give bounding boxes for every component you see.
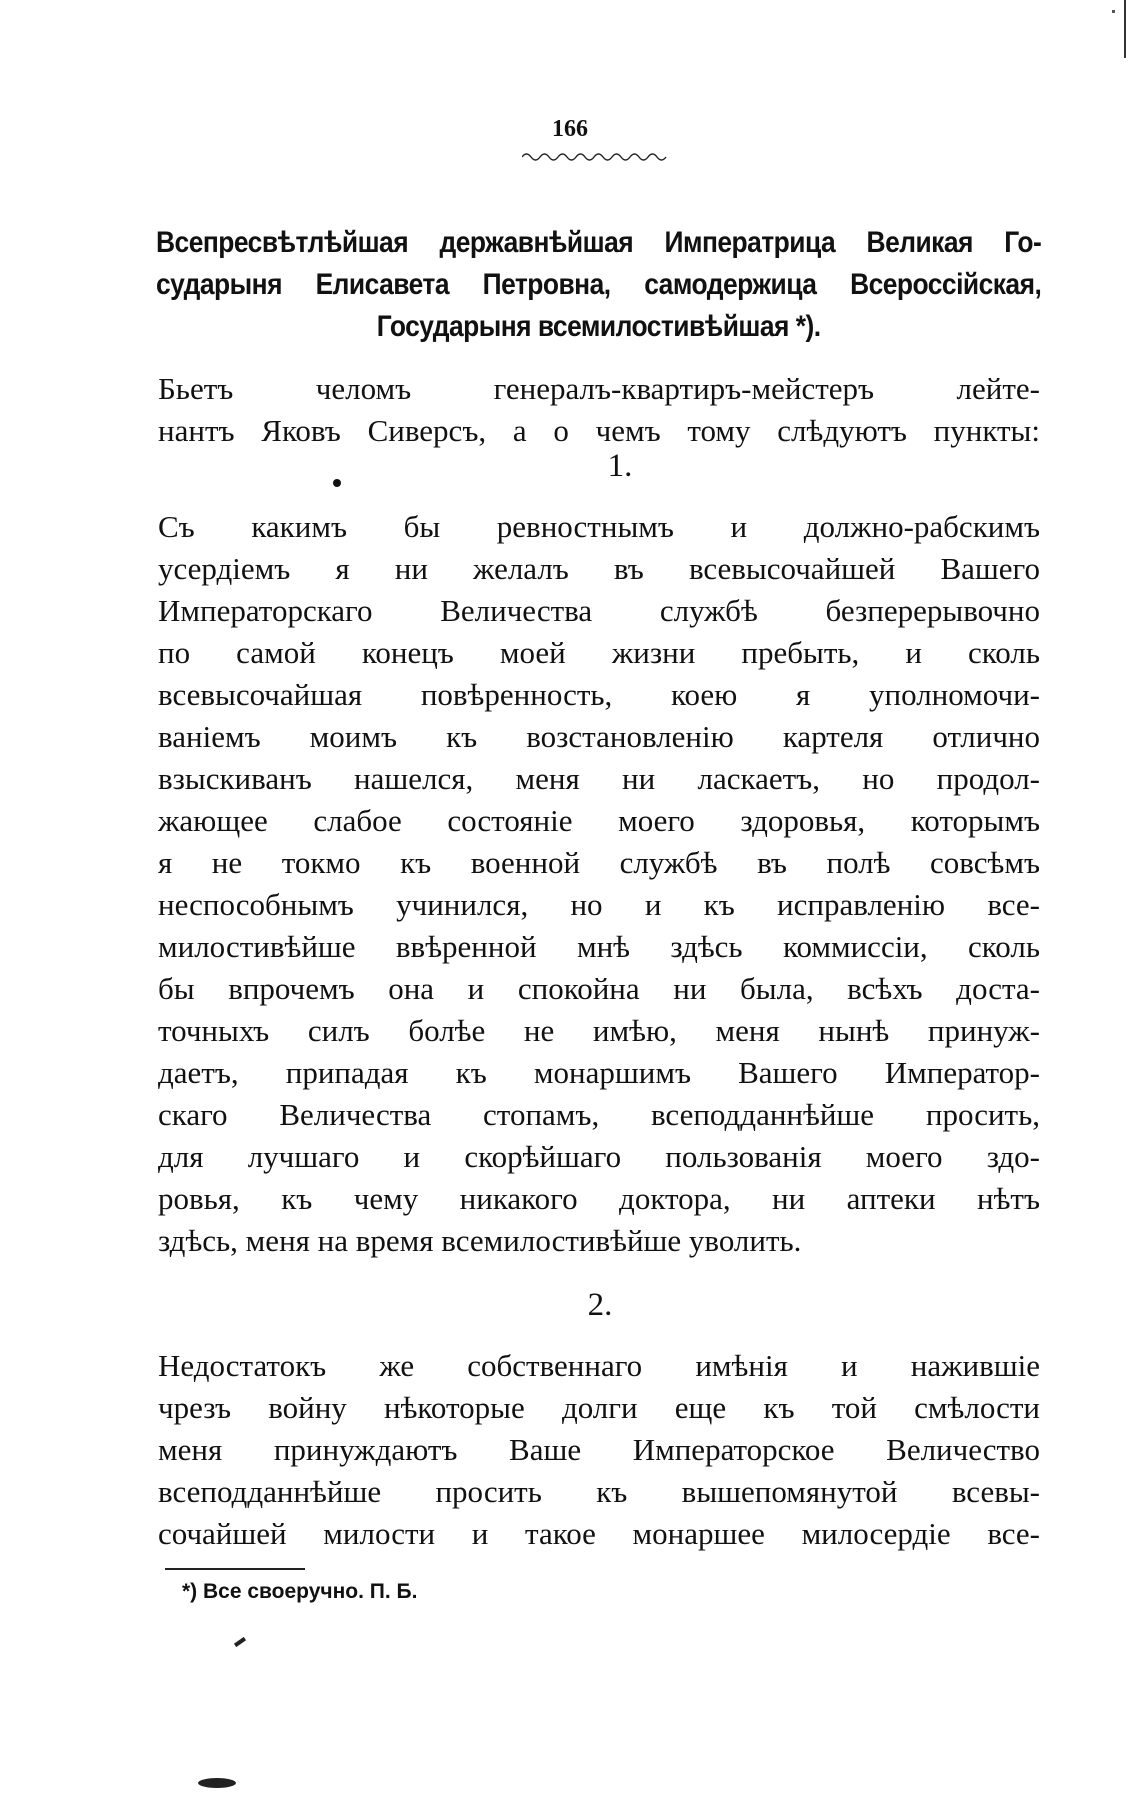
scan-mark	[1112, 10, 1115, 13]
section-1-paragraph	[158, 506, 1040, 1262]
paragraph-line: всевысочайшая повѣренность, коею я уполномочи-	[158, 677, 1040, 712]
scan-mark	[198, 1778, 236, 1788]
wavy-rule-ornament	[522, 150, 672, 164]
paragraph-line: сочайшей милости и такое монаршее милосердіе все-	[158, 1516, 1040, 1551]
scan-edge-line	[1124, 0, 1126, 58]
heading-line: Всепресвѣтлѣйшая державнѣйшая Императрица Великая Го-	[156, 226, 1042, 259]
paragraph-line: Императорскаго Величества службѣ безперерывочно	[158, 593, 1040, 628]
paragraph-line: милостивѣйше ввѣренной мнѣ здѣсь коммиссіи, сколь	[158, 929, 1040, 964]
paragraph-line: ровья, къ чему никакого доктора, ни аптеки нѣтъ	[158, 1181, 1040, 1216]
paragraph-line: скаго Величества стопамъ, всеподданнѣйше просить,	[158, 1097, 1040, 1132]
intro-line: Бьетъ челомъ генералъ-квартиръ-мейстеръ лейте-	[158, 371, 1040, 406]
paragraph-line: неспособнымъ учинился, но и къ исправленію все-	[158, 887, 1040, 922]
paragraph-line: даетъ, припадая къ монаршимъ Вашего Император-	[158, 1055, 1040, 1090]
paragraph-line: усердіемъ я ни желалъ въ всевысочайшей Вашего	[158, 551, 1040, 586]
section-2-paragraph	[158, 1345, 1040, 1555]
paragraph-line: точныхъ силъ болѣе не имѣю, меня нынѣ принуж-	[158, 1013, 1040, 1048]
paragraph-line: по самой конецъ моей жизни пребыть, и сколь	[158, 635, 1040, 670]
paragraph-line: здѣсь, меня на время всемилостивѣйше уволить.	[158, 1223, 802, 1258]
intro-line: нантъ Яковъ Сиверсъ, а о чемъ тому слѣдуютъ пункты:	[158, 413, 1040, 448]
paragraph-line: я не токмо къ военной службѣ въ полѣ совсѣмъ	[158, 845, 1040, 880]
page-number: 166	[552, 116, 588, 142]
paragraph-line: Съ какимъ бы ревностнымъ и должно-рабскимъ	[158, 509, 1040, 544]
paragraph-line: для лучшаго и скорѣйшаго пользованія моего здо-	[158, 1139, 1040, 1174]
address-heading	[156, 222, 1041, 348]
paragraph-line: чрезъ войну нѣкоторые долги еще къ той смѣлости	[158, 1390, 1040, 1425]
footnote-rule	[165, 1568, 305, 1570]
paragraph-line: жающее слабое состояніе моего здоровья, которымъ	[158, 803, 1040, 838]
paragraph-line: ваніемъ моимъ къ возстановленію картеля отлично	[158, 719, 1040, 754]
heading-line: Государыня всемилостивѣйшая *).	[376, 310, 821, 343]
paragraph-line: бы впрочемъ она и спокойна ни была, всѣхъ доста-	[158, 971, 1040, 1006]
paragraph-line: взыскиванъ нашелся, меня ни ласкаетъ, но продол-	[158, 761, 1040, 796]
paragraph-line: Недостатокъ же собственнаго имѣнія и нажившіе	[158, 1348, 1040, 1383]
paragraph-line: меня принуждаютъ Ваше Императорское Величество	[158, 1432, 1040, 1467]
section-number: 1.	[607, 448, 633, 484]
footnote: *) Все своеручно. П. Б.	[182, 1580, 418, 1603]
heading-line: сударыня Елисавета Петровна, самодержица Всероссійская,	[156, 268, 1042, 301]
paragraph-line: всеподданнѣйше просить къ вышепомянутой всевы-	[158, 1474, 1040, 1509]
intro-paragraph	[158, 368, 1040, 452]
section-number: 2.	[587, 1287, 613, 1323]
scan-mark	[234, 1637, 246, 1647]
